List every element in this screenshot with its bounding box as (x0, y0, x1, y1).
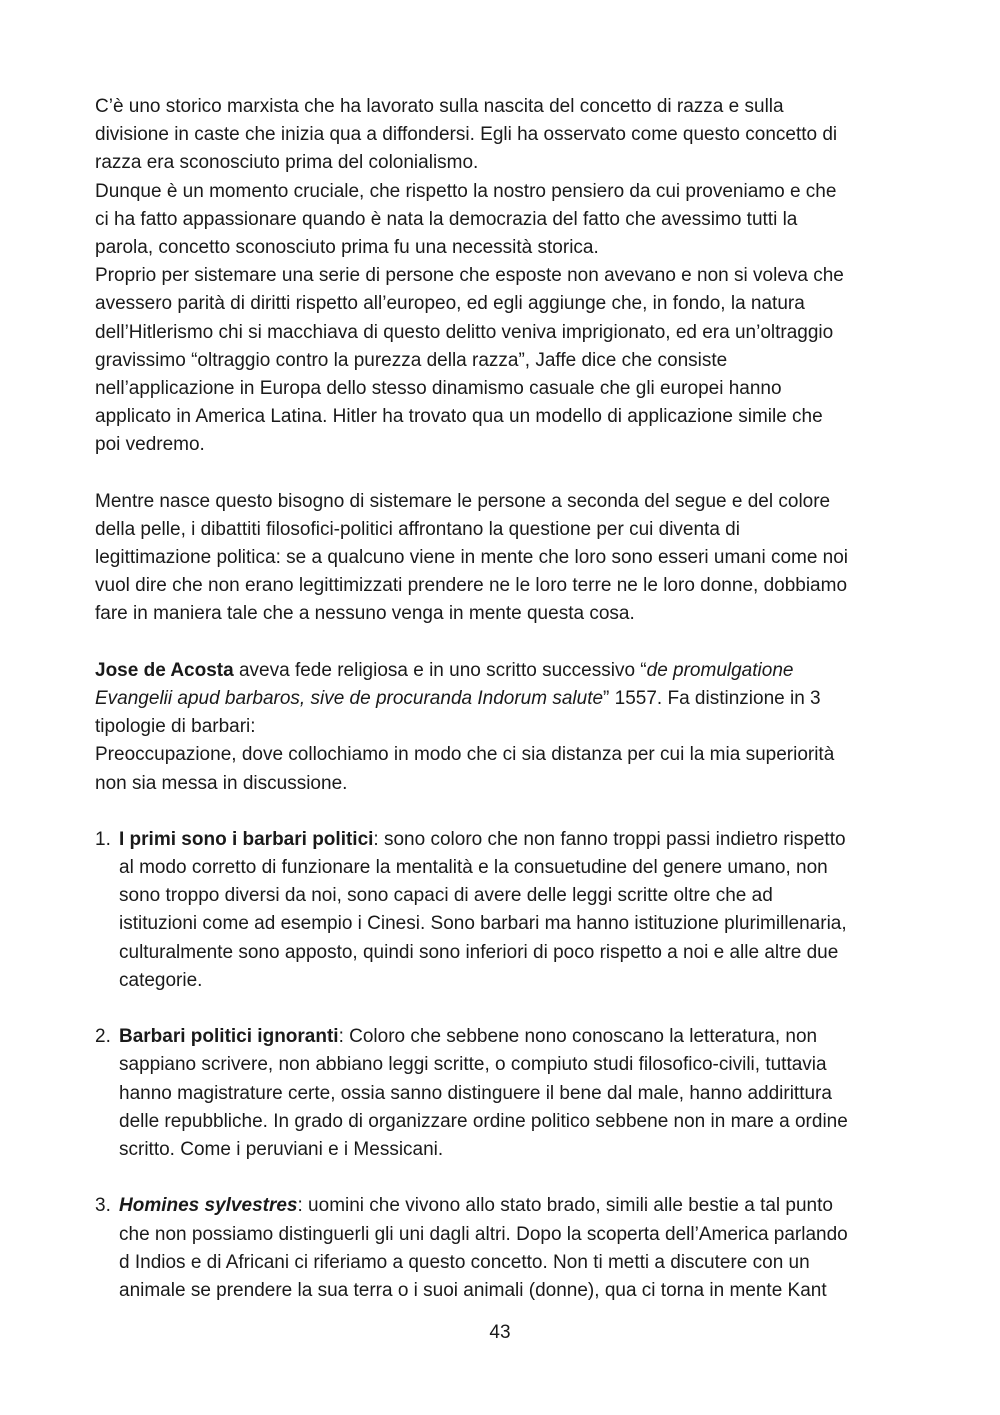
paragraph-acosta (95, 657, 910, 798)
text-line: tipologie di barbari: (95, 716, 256, 738)
text-line: dell’Hitlerismo chi si macchiava di questo delitto veniva imprigionato, ed era un’oltraggio (95, 321, 834, 343)
text-line: Proprio per sistemare una serie di persone che esposte non avevano e non si voleva che (95, 265, 844, 287)
text-line: poi vedremo. (95, 434, 205, 456)
paragraph-spacer (95, 798, 910, 826)
list-item-body (119, 1023, 910, 1164)
text-line: vuol dire che non erano legittimizzati prendere ne le loro terre ne le loro donne, dobbiamo (95, 575, 848, 597)
text-line: categorie. (119, 969, 203, 991)
list-item-body (119, 826, 910, 995)
text-line: che non possiamo distinguerli gli uni dagli altri. Dopo la scoperta dell’America parlando (119, 1223, 848, 1245)
list-number: 1. (95, 828, 111, 850)
author-name: Jose de Acosta (95, 659, 234, 681)
text-line: Dunque è un momento cruciale, che rispetto la nostro pensiero da cui proveniamo e che (95, 180, 837, 202)
text-run: : uomini che vivono allo stato brado, simili alle bestie a tal punto (297, 1195, 833, 1217)
text-line: nell’applicazione in Europa dello stesso dinamismo casuale che gli europei hanno (95, 377, 782, 399)
text-line: divisione in caste che inizia qua a diffondersi. Egli ha osservato come questo concetto di (95, 124, 838, 146)
text-run: aveva fede religiosa e in uno scritto successivo “ (233, 659, 647, 681)
paragraph-legittimazione (95, 488, 910, 629)
text-line: legittimazione politica: se a qualcuno viene in mente che loro sono esseri umani come noi (95, 547, 849, 568)
text-line: sappiano scrivere, non abbiano leggi scritte, o compiuto studi filosofico-civili, tuttavia (119, 1054, 827, 1076)
list-term: Barbari politici ignoranti (119, 1026, 339, 1048)
text-line: avessero parità di diritti rispetto all’europeo, ed egli aggiunge che, in fondo, la natura (95, 293, 805, 315)
list-item-barbari-politici (95, 826, 910, 995)
text-line: della pelle, i dibattiti filosofici-politici affrontano la questione per cui diventa di (95, 518, 740, 540)
work-title: de promulgatione (646, 659, 794, 681)
paragraph-spacer (95, 995, 910, 1023)
paragraph-spacer (95, 1164, 910, 1192)
list-item-barbari-ignoranti (95, 1023, 910, 1164)
page-number: 43 (489, 1322, 511, 1343)
text-line: animale se prendere la sua terra o i suoi animali (donne), qua ci torna in mente Kant (119, 1279, 827, 1301)
text-line: istituzioni come ad esempio i Cinesi. Sono barbari ma hanno istituzione plurimillenaria, (119, 913, 847, 935)
text-line: non sia messa in discussione. (95, 772, 348, 794)
text-line (95, 685, 910, 713)
text-line: Preoccupazione, dove collochiamo in modo che ci sia distanza per cui la mia superiorità (95, 744, 835, 766)
text-line (95, 657, 910, 685)
work-title: Evangelii apud barbaros, sive de procuranda Indorum salute (95, 687, 604, 709)
text-line: ci ha fatto appassionare quando è nata la democrazia del fatto che avessimo tutti la (95, 208, 798, 230)
paragraph-razza (95, 93, 910, 459)
text-run: : Coloro che sebbene nono conoscano la letteratura, non (338, 1026, 818, 1048)
text-line (119, 826, 910, 854)
text-line: sono troppo diversi da noi, sono capaci di avere delle leggi scritte oltre che ad (119, 885, 773, 907)
text-line: applicato in America Latina. Hitler ha trovato qua un modello di applicazione simile che (95, 406, 823, 428)
text-line: gravissimo “oltraggio contro la purezza della razza”, Jaffe dice che consiste (95, 349, 728, 371)
text-line: fare in maniera tale che a nessuno venga in mente questa cosa. (95, 603, 635, 625)
list-term: I primi sono i barbari politici (119, 828, 374, 850)
text-line: razza era sconosciuto prima del colonialismo. (95, 152, 479, 174)
text-run: ” 1557. Fa distinzione in 3 (603, 687, 821, 709)
text-line: scritto. Come i peruviani e i Messicani. (119, 1138, 444, 1160)
text-line (119, 1023, 910, 1051)
document-body (95, 93, 910, 1305)
text-line: al modo corretto di funzionare la mentalità e la consuetudine del genere umano, non (119, 857, 828, 879)
list-item-homines-sylvestres (95, 1192, 910, 1305)
text-line (119, 1192, 910, 1220)
list-number: 2. (95, 1026, 111, 1048)
list-number: 3. (95, 1195, 111, 1217)
text-line: C’è uno storico marxista che ha lavorato sulla nascita del concetto di razza e sulla (95, 96, 784, 117)
list-term: Homines sylvestres (119, 1195, 298, 1217)
text-run: : sono coloro che non fanno troppi passi indietro rispetto (373, 828, 846, 850)
text-line: d Indios e di Africani ci riferiamo a questo concetto. Non ti metti a discutere con un (119, 1251, 810, 1273)
text-line: culturalmente sono apposto, quindi sono inferiori di poco rispetto a noi e alle altre due (119, 941, 839, 963)
paragraph-spacer (95, 459, 910, 487)
text-line: parola, concetto sconosciuto prima fu una necessità storica. (95, 236, 599, 258)
text-line: hanno magistrature certe, ossia sanno distinguere il bene dal male, hanno addirittura (119, 1082, 832, 1104)
paragraph-spacer (95, 629, 910, 657)
text-line: delle repubbliche. In grado di organizzare ordine politico sebbene non in mare a ordine (119, 1110, 848, 1132)
list-item-body (119, 1192, 910, 1305)
text-line: Mentre nasce questo bisogno di sistemare le persone a seconda del segue e del colore (95, 490, 831, 512)
